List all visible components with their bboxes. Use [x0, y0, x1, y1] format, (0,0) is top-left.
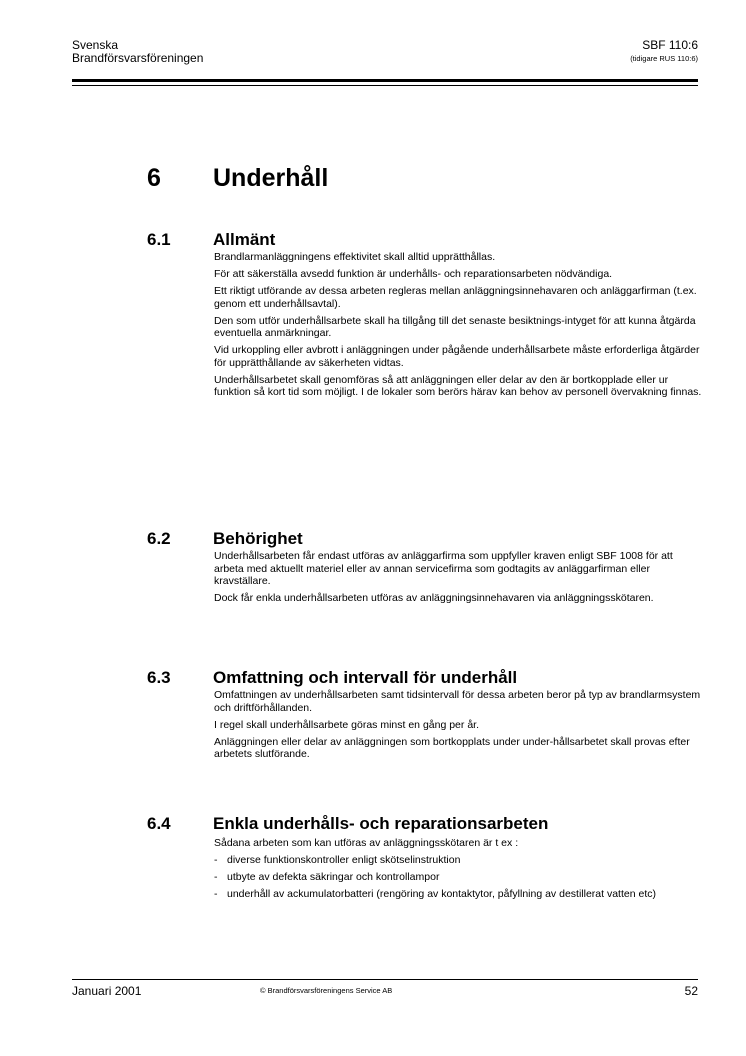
section-title: Allmänt	[213, 230, 276, 249]
bullet-dash: -	[214, 854, 218, 866]
paragraph: I regel skall underhållsarbete göras minst en gång per år.	[214, 718, 479, 731]
section-number: 6.3	[147, 668, 171, 687]
header-organization	[72, 39, 203, 65]
list-item	[214, 871, 704, 884]
bullet-dash: -	[214, 888, 218, 900]
paragraph: Underhållsarbeten får endast utföras av anläggarfirma som uppfyller kraven enligt SBF 1008 för att arbeta med aktuellt materiel eller av annan servicefirma som godtagits av anläggarfirman eller kravställare.	[214, 550, 673, 587]
list-item	[214, 888, 704, 901]
header-rule-thin	[72, 85, 698, 86]
section-title: Behörighet	[213, 529, 303, 548]
paragraph: Sådana arbeten som kan utföras av anläggningsskötaren är t ex :	[214, 837, 519, 849]
list-item-text: diverse funktionskontroller enligt skötselinstruktion	[227, 854, 461, 866]
doc-code-previous: (tidigare RUS 110:6)	[630, 54, 698, 63]
footer-copyright: © Brandförsvarsföreningens Service AB	[260, 986, 393, 995]
section-number: 6.4	[147, 814, 171, 833]
footer-date: Januari 2001	[72, 984, 142, 998]
list-item-text: utbyte av defekta säkringar och kontrollampor	[227, 871, 440, 883]
paragraph: Den som utför underhållsarbete skall ha tillgång till det senaste besiktnings-intyget för att kunna åtgärda eventuella anmärkningar.	[214, 314, 696, 339]
section-number: 6.1	[147, 230, 171, 249]
section-number: 6.2	[147, 529, 171, 548]
section-title: Enkla underhålls- och reparationsarbeten	[213, 814, 549, 833]
paragraph: För att säkerställa avsedd funktion är underhålls- och reparationsarbeten nödvändiga.	[214, 268, 613, 280]
paragraph: Anläggningen eller delar av anläggningen som bortkopplats under under-hållsarbetet skall provas efter arbetets slutförande.	[214, 735, 690, 760]
chapter-title: Underhåll	[213, 164, 329, 192]
paragraph: Omfattningen av underhållsarbeten samt tidsintervall för dessa arbeten beror på typ av brandlarmsystem och driftförhållanden.	[214, 689, 701, 714]
paragraph: Ett riktigt utförande av dessa arbeten regleras mellan anläggningsinnehavaren och anläggarfirman (t.ex. genom ett underhållsavtal).	[214, 285, 697, 310]
chapter-number: 6	[147, 164, 161, 192]
section-body	[214, 251, 704, 403]
header-document-code	[630, 39, 698, 64]
paragraph: Brandlarmanläggningens effektivitet skall alltid upprätthållas.	[214, 251, 496, 263]
org-line-1: Svenska	[72, 38, 119, 52]
bullet-dash: -	[214, 871, 218, 883]
section-body	[214, 837, 704, 905]
paragraph: Dock får enkla underhållsarbeten utföras av anläggningsinnehavaren via anläggningsskötaren.	[214, 592, 654, 604]
section-title: Omfattning och intervall för underhåll	[213, 668, 518, 687]
org-line-2: Brandförsvarsföreningen	[72, 51, 204, 65]
page-number: 52	[684, 984, 698, 998]
section-body	[214, 689, 704, 765]
header-rule-thick	[72, 79, 698, 82]
doc-code: SBF 110:6	[642, 38, 698, 52]
paragraph: Vid urkoppling eller avbrott i anläggningen under pågående underhållsarbete måste erforderliga åtgärder för upprätthållande av säkerheten vidtas.	[214, 344, 700, 369]
paragraph: Underhållsarbetet skall genomföras så att anläggningen eller delar av den är bortkopplade eller ur funktion så kort tid som möjligt. I de lokaler som berörs härav kan behov av personell övervakning finnas.	[214, 373, 702, 398]
list-item	[214, 854, 704, 867]
section-body	[214, 550, 704, 609]
list-item-text: underhåll av ackumulatorbatteri (rengöring av kontaktytor, påfyllning av destillerat vatten etc)	[227, 888, 656, 900]
footer-rule	[72, 979, 698, 980]
